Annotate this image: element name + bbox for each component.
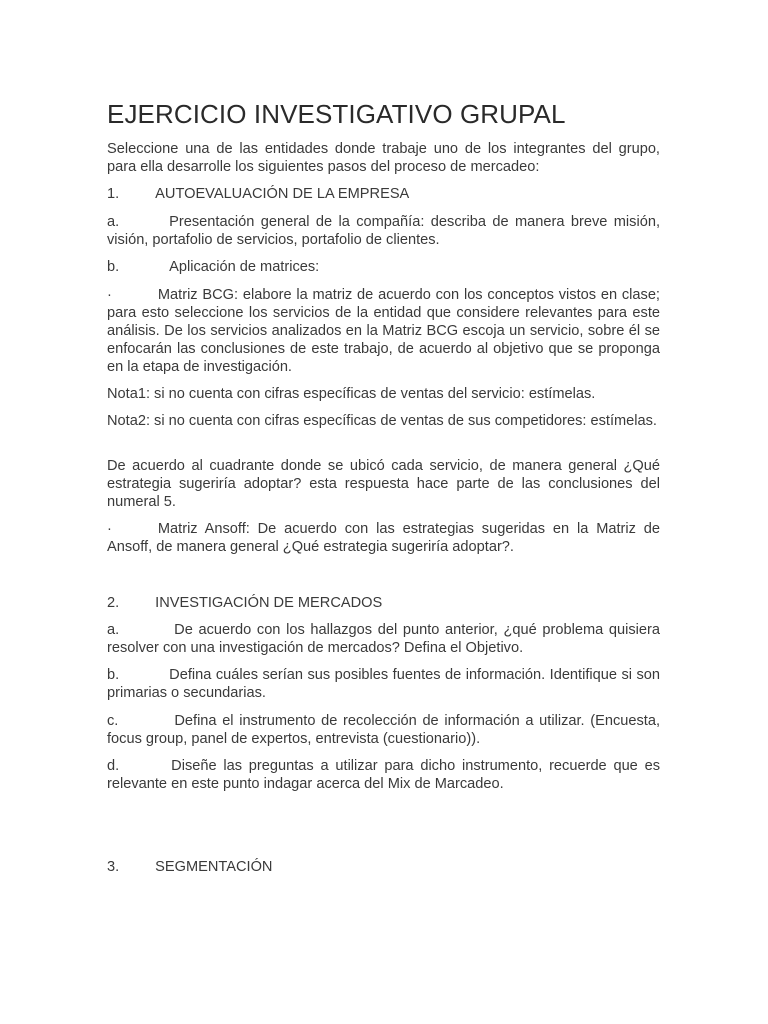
section-2-item-b — [107, 666, 660, 702]
nota-2: Nota2: si no cuenta con cifras específicas de ventas de sus competidores: estímelas. — [107, 413, 657, 429]
section-2-item-c — [107, 712, 660, 748]
item-b-marker: b. — [107, 259, 120, 275]
bullet-bcg-text: Matriz BCG: elabore la matriz de acuerdo con los conceptos vistos en clase; para esto seleccione los servicios de la entidad que considere relevantes para este análisis. De los servicios analizados en la Matriz BCG escoja un servicio, sobre él se enfocarán las conclusiones de este trabajo, de acuerdo al objetivo que se proponga en la etapa de investigación. — [107, 287, 660, 375]
item-c-marker: c. — [107, 713, 119, 729]
item-b-text: Aplicación de matrices: — [169, 259, 320, 275]
section-1-item-b — [107, 258, 660, 276]
section-3-heading — [107, 858, 660, 876]
item-b-text: Defina cuáles serían sus posibles fuentes de información. Identifique si son primarias o secundarias. — [107, 667, 660, 701]
section-1-heading — [107, 185, 660, 203]
section-1-title: AUTOEVALUACIÓN DE LA EMPRESA — [155, 186, 410, 202]
item-a-marker: a. — [107, 622, 120, 638]
section-2-item-a — [107, 621, 660, 657]
section-2-title: INVESTIGACIÓN DE MERCADOS — [155, 595, 383, 611]
bullet-marker: · — [107, 521, 112, 537]
item-d-text: Diseñe las preguntas a utilizar para dicho instrumento, recuerde que es relevante en este punto indagar acerca del Mix de Marcadeo. — [107, 758, 660, 792]
bullet-matriz-bcg — [107, 286, 660, 376]
section-1-item-a — [107, 213, 660, 249]
document-title: EJERCICIO INVESTIGATIVO GRUPAL — [107, 99, 566, 129]
item-a-marker: a. — [107, 214, 120, 230]
cuadrante-paragraph: De acuerdo al cuadrante donde se ubicó cada servicio, de manera general ¿Qué estrategia sugeriría adoptar? esta respuesta hace parte de las conclusiones del numeral 5. — [107, 458, 660, 510]
item-a-text: De acuerdo con los hallazgos del punto anterior, ¿qué problema quisiera resolver con una investigación de mercados? Defina el Objetivo. — [107, 622, 660, 656]
section-2-item-d — [107, 757, 660, 793]
item-c-text: Defina el instrumento de recolección de información a utilizar. (Encuesta, focus group, panel de expertos, entrevista (cuestionario)). — [107, 713, 660, 747]
section-2-heading — [107, 594, 660, 612]
nota-1: Nota1: si no cuenta con cifras específicas de ventas del servicio: estímelas. — [107, 386, 596, 402]
bullet-marker: · — [107, 287, 112, 303]
bullet-ansoff-text: Matriz Ansoff: De acuerdo con las estrategias sugeridas en la Matriz de Ansoff, de manera general ¿Qué estrategia sugeriría adoptar?. — [107, 521, 660, 555]
item-a-text: Presentación general de la compañía: describa de manera breve misión, visión, portafolio de servicios, portafolio de clientes. — [107, 214, 660, 248]
section-3-title: SEGMENTACIÓN — [155, 859, 273, 875]
section-3-number: 3. — [107, 859, 120, 875]
section-2-number: 2. — [107, 595, 120, 611]
section-1-number: 1. — [107, 186, 120, 202]
item-b-marker: b. — [107, 667, 120, 683]
intro-paragraph: Seleccione una de las entidades donde trabaje uno de los integrantes del grupo, para ella desarrolle los siguientes pasos del proceso de mercadeo: — [107, 141, 660, 175]
item-d-marker: d. — [107, 758, 120, 774]
bullet-matriz-ansoff — [107, 520, 660, 556]
